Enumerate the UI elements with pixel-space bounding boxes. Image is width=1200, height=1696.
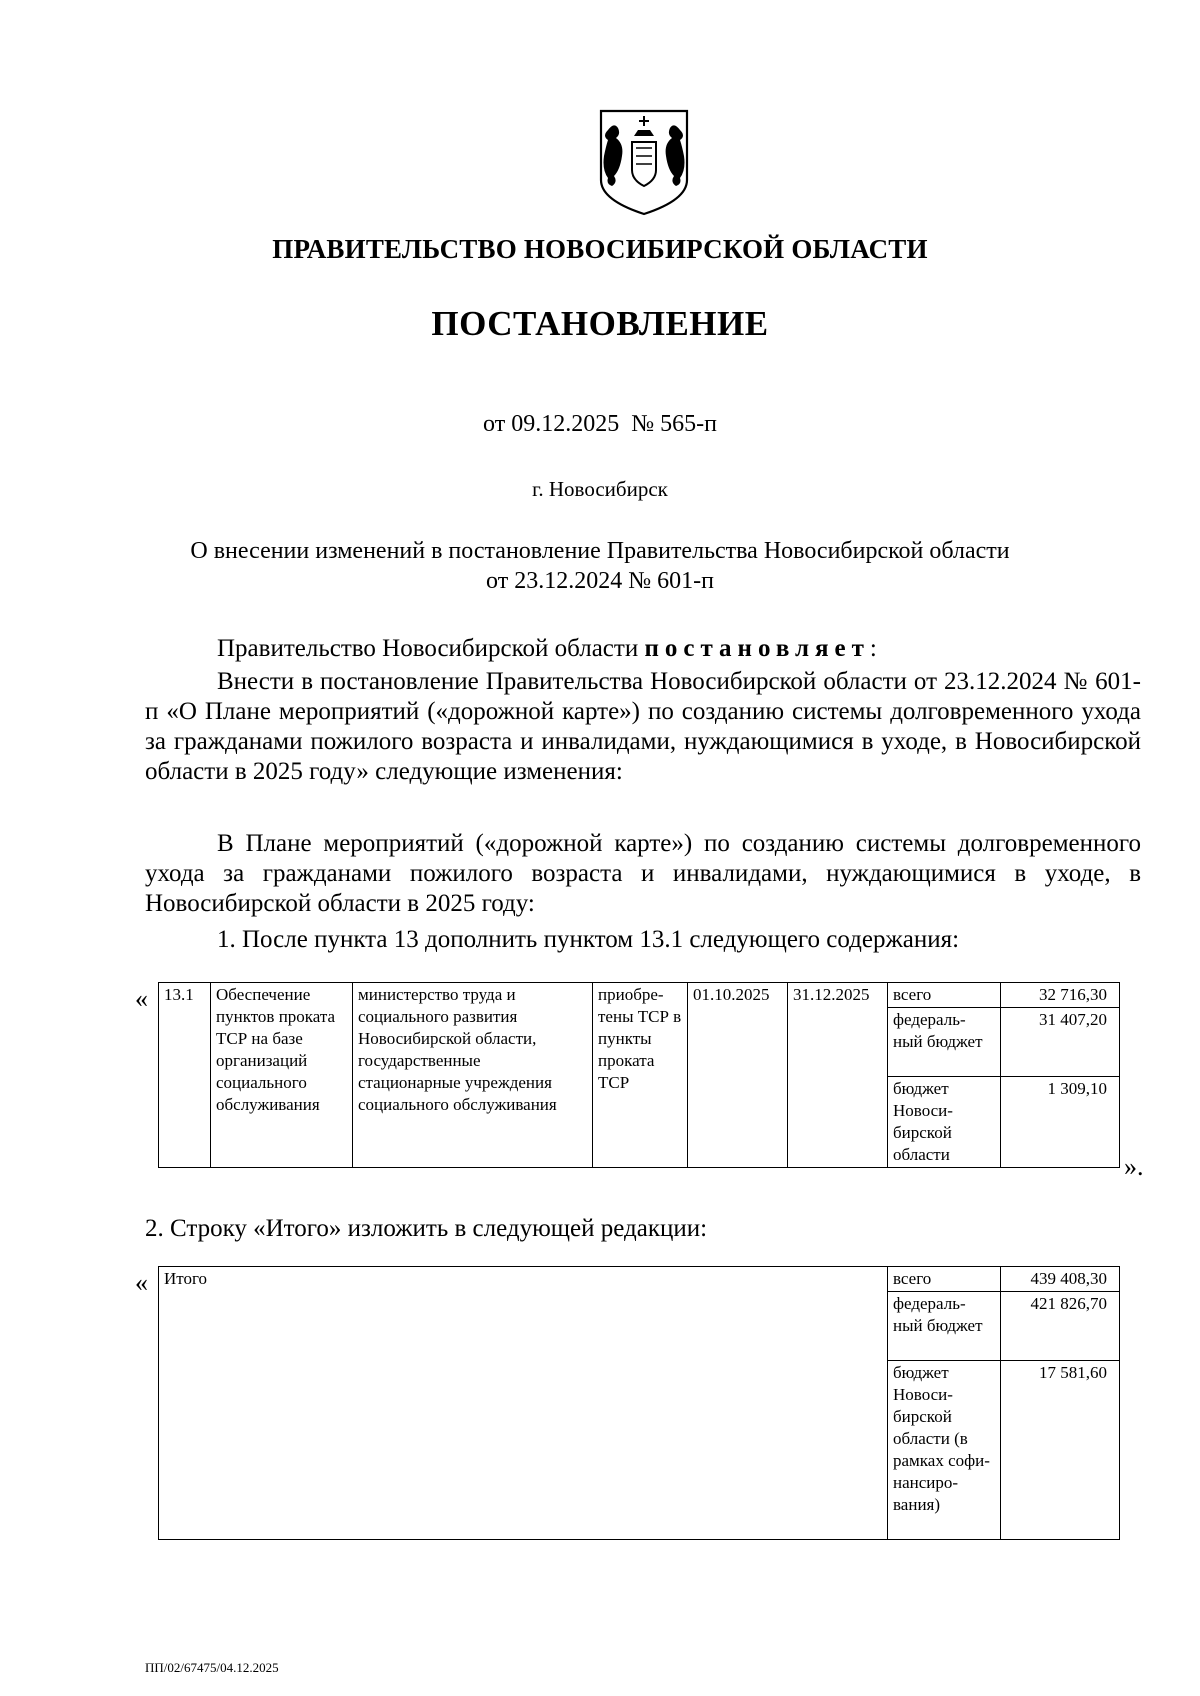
subject-line-2: от 23.12.2024 № 601-п	[486, 568, 714, 594]
government-title: ПРАВИТЕЛЬСТВО НОВОСИБИРСКОЙ ОБЛАСТИ	[272, 234, 928, 264]
intro-colon: :	[869, 635, 877, 662]
document-subject	[0, 536, 1200, 596]
close-quote-1: ».	[1124, 1152, 1144, 1181]
cell-funding-amount: 439 408,30	[1001, 1267, 1120, 1292]
resolution-intro	[145, 634, 1141, 664]
cell-funding-source: бюджет Новоси-бирской области	[888, 1077, 1001, 1168]
cell-funding-source: всего	[888, 1267, 1001, 1292]
document-city: г. Новосибирск	[532, 477, 668, 501]
cell-funding-source: бюджет Новоси-бирской области (в рамках софи-нансиро-вания)	[888, 1361, 1001, 1540]
cell-end-date: 31.12.2025	[788, 983, 888, 1168]
intro-resolves: постановляет	[644, 635, 870, 662]
subject-line-1: О внесении изменений в постановление Правительства Новосибирской области	[190, 538, 1010, 564]
cell-funding-source: федераль-ный бюджет	[888, 1292, 1001, 1361]
cell-funding-amount: 17 581,60	[1001, 1361, 1120, 1540]
cell-executor: министерство труда и социального развития Новосибирской области, государственные стационарные учреждения социального обслуживания	[353, 983, 593, 1168]
item-2: 2. Строку «Итого» изложить в следующей редакции:	[145, 1215, 708, 1242]
paragraph-plan: В Плане мероприятий («дорожной карте») по созданию системы долговременного ухода за гражданами пожилого возраста и инвалидами, нуждающимися в уходе, в Новосибирской области в 2025 году:	[145, 830, 1141, 917]
cell-funding-amount: 31 407,20	[1001, 1008, 1120, 1077]
table-row	[159, 1267, 1120, 1292]
coat-of-arms-icon	[598, 108, 690, 218]
intro-text: Правительство Новосибирской области	[217, 635, 645, 662]
paragraph-amend: Внести в постановление Правительства Новосибирской области от 23.12.2024 № 601-п «О Плане мероприятий («дорожной карте») по созданию системы долговременного ухода за гражданами пожилого возраста и инвалидами, нуждающимися в уходе, в Новосибирской области в 2025 году» следующие изменения:	[145, 668, 1141, 785]
document-code-footer: ПП/02/67475/04.12.2025	[145, 1660, 279, 1675]
document-type: ПОСТАНОВЛЕНИЕ	[431, 304, 769, 343]
cell-funding-source: всего	[888, 983, 1001, 1008]
cell-total-label: Итого	[159, 1267, 888, 1540]
cell-funding-amount: 1 309,10	[1001, 1077, 1120, 1168]
open-quote-1: «	[135, 984, 148, 1013]
document-date-number: от 09.12.2025 № 565-п	[483, 411, 717, 437]
cell-start-date: 01.10.2025	[688, 983, 788, 1168]
cell-funding-source: федераль-ный бюджет	[888, 1008, 1001, 1077]
cell-funding-amount: 421 826,70	[1001, 1292, 1120, 1361]
amendment-table-total	[158, 1266, 1120, 1540]
cell-number: 13.1	[159, 983, 211, 1168]
table-row	[159, 983, 1120, 1008]
item-1: 1. После пункта 13 дополнить пунктом 13.1 следующего содержания:	[217, 926, 960, 953]
cell-event: Обеспечение пунктов проката ТСР на базе организаций социального обслуживания	[211, 983, 353, 1168]
amendment-table-item-13-1	[158, 982, 1120, 1168]
open-quote-2: «	[135, 1268, 148, 1297]
cell-funding-amount: 32 716,30	[1001, 983, 1120, 1008]
cell-result: приобре-тены ТСР в пункты проката ТСР	[593, 983, 688, 1168]
